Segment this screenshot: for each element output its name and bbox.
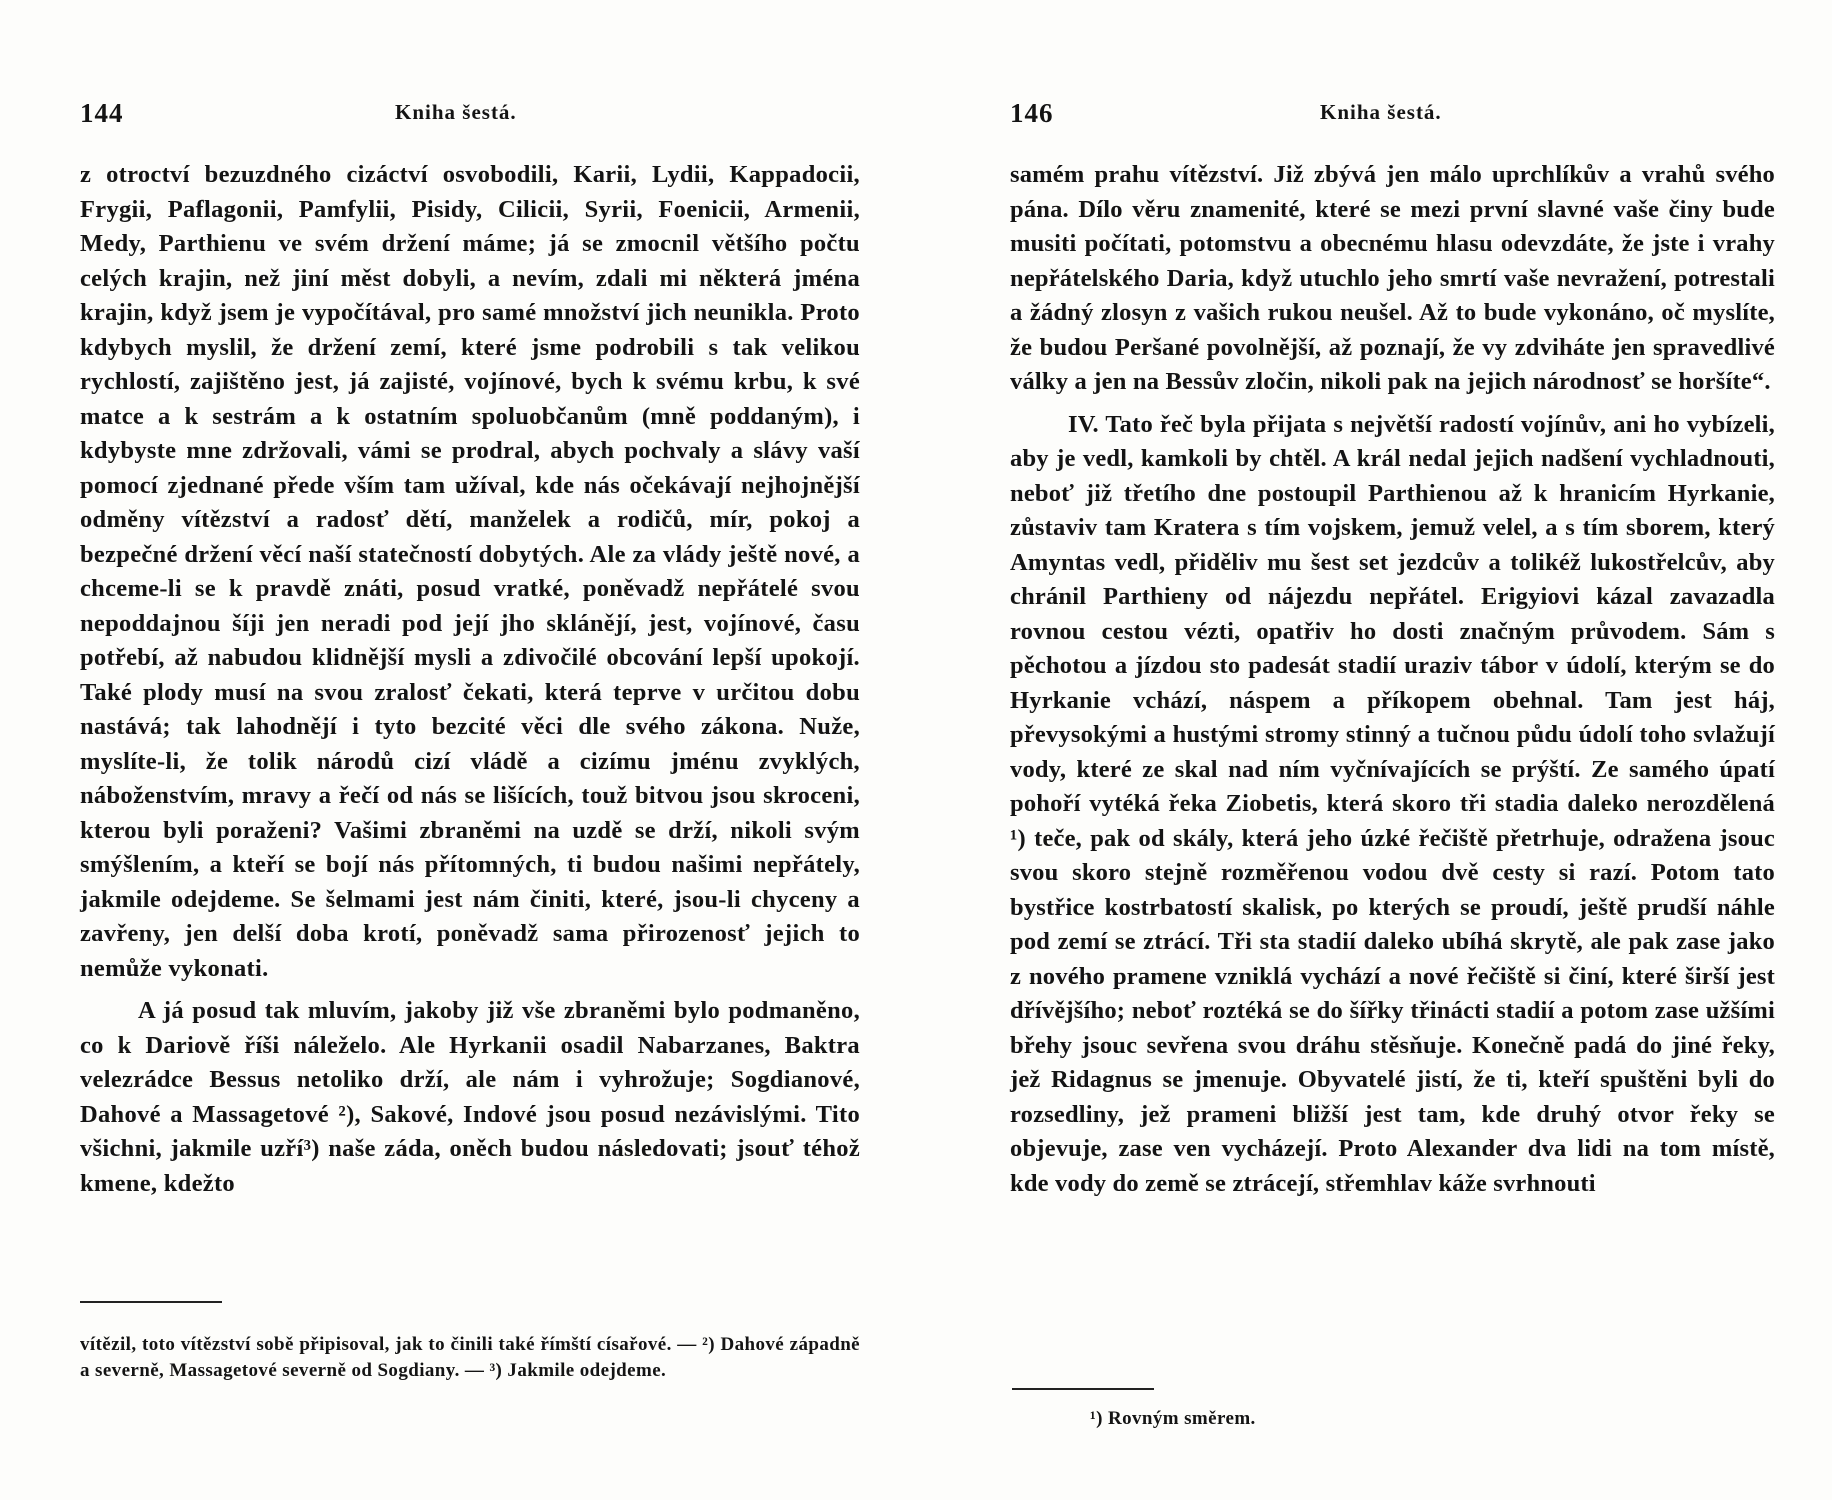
body-text	[1010, 158, 1775, 1201]
paragraph: samém prahu vítězství. Již zbývá jen málo uprchlíkův a vrahů svého pána. Dílo věru znamenité, které se mezi první slavné vaše činy bude musiti počítati, potomstvu a obecnému hlasu odevzdáte, že jste i vrahy nepřátelského Daria, když utuchlo jeho smrtí vaše nevražení, potrestali a žádný zlosyn z vašich rukou neušel. Až to bude vykonáno, oč myslíte, že budou Peršané povolnější, až poznají, že vy zdviháte jen spravedlivé války a jen na Bessův zločin, nikoli pak na jejich národnosť se horšíte“.	[1010, 161, 1775, 395]
running-head-title: Kniha šestá.	[395, 100, 517, 124]
footnote-rule	[80, 1301, 222, 1303]
footnotes: ¹) Rovným směrem.	[1090, 1408, 1256, 1429]
page-number: 146	[1010, 98, 1054, 128]
page-number: 144	[80, 98, 124, 128]
body-text	[80, 158, 860, 1201]
left-page	[80, 0, 860, 1500]
footnote-rule	[1012, 1388, 1154, 1390]
running-head-title: Kniha šestá.	[1320, 100, 1442, 124]
right-page	[1010, 0, 1775, 1500]
paragraph: A já posud tak mluvím, jakoby již vše zbraněmi bylo podmaněno, co k Dariově říši náleželo. Ale Hyrkanii osadil Nabarzanes, Baktra velezrádce Bessus netoliko drží, ale nám i vyhrožuje; Sogdianové, Dahové a Massagetové ²), Sakové, Indové jsou posud nezávislými. Tito všichni, jakmile uzří³) naše záda, oněch budou následovati; jsouť téhož kmene, kdežto	[80, 997, 860, 1197]
paragraph: z otroctví bezuzdného cizáctví osvobodili, Karii, Lydii, Kappadocii, Frygii, Paflagonii, Pamfylii, Pisidy, Cilicii, Syrii, Foenicii, Armenii, Medy, Parthienu ve svém držení máme; já se zmocnil většího počtu celých krajin, než jiní měst dobyli, a nevím, zdali mi některá jména krajin, když jsem je vypočítával, pro samé množství jich neunikla. Proto kdybych myslil, že držení zemí, které jsme podrobili s tak velikou rychlostí, zajištěno jest, já zajisté, vojínové, bych k svému krbu, k své matce a k sestrám a k ostatním spoluobčanům (mně poddaným), i kdybyste mne zdržovali, vámi se prodral, abych pochvaly a slávy vaší pomocí zjednané přede vším tam užíval, kde nás očekávají nejhojnější odměny vítězství a radosť dětí, manželek a rodičů, mír, pokoj a bezpečné držení věcí naší statečností dobytých. Ale za vlády ještě nové, a chceme-li se k pravdě znáti, posud vratké, poněvadž nepřátelé svou nepoddajnou šíji jen neradi pod její jho sklánějí, jest, vojínové, času potřebí, až nabudou klidnější mysli a zdivočilé obcování lepší upokojí. Také plody musí na svou zralosť čekati, která teprve v určitou dobu nastává; tak lahodnějí i tyto bezcité věci dle svého zákona. Nuže, myslíte-li, že tolik národů cizí vládě a cizímu jménu zvyklých, náboženstvím, mravy a řečí od nás se lišících, touž bitvou jsou skroceni, kterou byli poraženi? Vašimi zbraněmi na uzdě se drží, nikoli svým smýšlením, a kteří se bojí nás přítomných, ti budou našimi nepřátely, jakmile odejdeme. Se šelmami jest nám činiti, které, jsou-li chyceny a zavřeny, jen delší doba krotí, poněvadž sama přirozenosť jejich to nemůže vykonati.	[80, 161, 860, 982]
running-head	[1010, 98, 1775, 134]
running-head	[80, 98, 860, 134]
paragraph: IV. Tato řeč byla přijata s největší radostí vojínův, ani ho vybízeli, aby je vedl, kamkoli by chtěl. A král nedal jejich nadšení vychladnouti, neboť již třetího dne postoupil Parthienou až k hranicím Hyrkanie, zůstaviv tam Kratera s tím vojskem, jemuž velel, a s tím sborem, který Amyntas vedl, přiděliv mu šest set jezdcův a tolikéž lukostřelcův, aby chránil Parthieny od nájezdu nepřátel. Erigyiovi kázal zavazadla rovnou cestou vézti, opatřiv ho dosti značným průvodem. Sám s pěchotou a jízdou sto padesát stadií uraziv tábor v údolí, kterým se do Hyrkanie vchází, náspem a příkopem obehnal. Tam jest háj, převysokými a hustými stromy stinný a tučnou půdu údolí toho svlažují vody, které ze skal nad ním vyčnívajících se prýští. Ze samého úpatí pohoří vytéká řeka Ziobetis, která skoro tři stadia daleko nerozdělená ¹) teče, pak od skály, která jeho úzké řečiště přetrhuje, odražena jsouc svou skoro stejně rozměřenou vodou dvě cesty si razí. Potom tato bystřice kostrbatostí skalisk, po kterých se proudí, ještě prudší náhle pod zemí se ztrácí. Tři sta stadií daleko ubíhá skrytě, ale pak zase jako z nového pramene vzniklá vychází a nové řečiště si činí, které širší jest dřívějšího; neboť roztéká se do šířky třinácti stadií a potom zase užšími břehy jsouc sevřena svou dráhu stěsňuje. Konečně padá do jiné řeky, jež Ridagnus se jmenuje. Obyvatelé jistí, že ti, kteří spuštěni byli do rozsedliny, jež prameni bližší jest tam, kde druhý otvor řeky se objevuje, zase ven vycházejí. Proto Alexander dva lidi na tom místě, kde vody do země se ztrácejí, střemhlav káže svrhnouti	[1010, 410, 1775, 1197]
footnotes: vítězil, toto vítězství sobě připisoval, jak to činili také římští císařové. — ²) Dahové západně a severně, Massagetové severně od Sogdiany. — ³) Jakmile odejdeme.	[80, 1334, 860, 1381]
